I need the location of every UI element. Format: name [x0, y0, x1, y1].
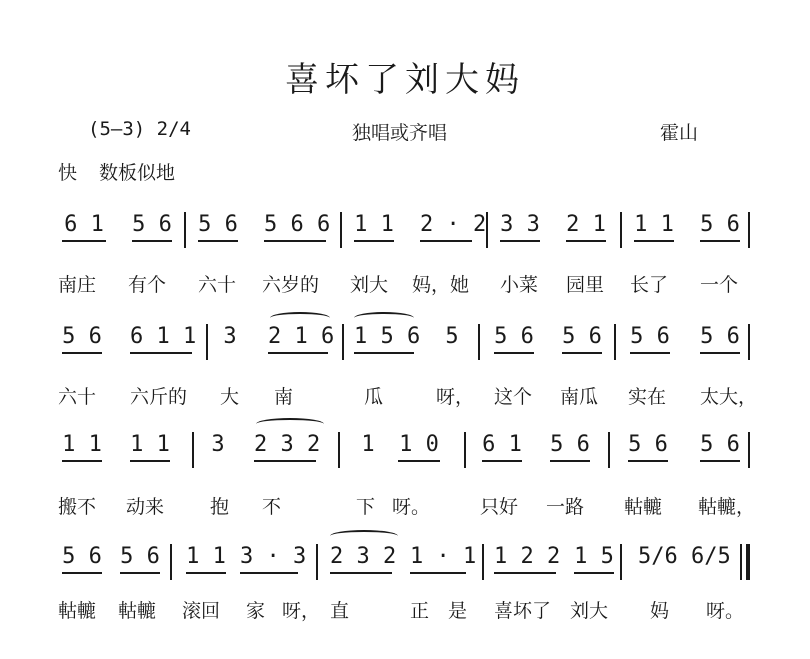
lyric-syllable: 軲轆	[624, 496, 663, 518]
note-text: 5 6	[198, 212, 238, 237]
beam-line	[566, 240, 606, 242]
note-text: 1 1	[634, 212, 674, 237]
slur-mark	[270, 312, 330, 324]
note-text: 3	[211, 432, 225, 457]
note-text: 3 3	[500, 212, 540, 237]
lyric-syllable: 呀，	[282, 600, 321, 622]
lyric-syllable: 妈，她	[412, 274, 470, 296]
note-row	[0, 432, 810, 472]
final-bar-line	[740, 544, 742, 580]
lyric-syllable: 軲轆，	[698, 496, 756, 518]
lyric-syllable: 太大，	[700, 386, 758, 408]
lyric-syllable: 六十	[58, 386, 97, 408]
note-text: 5 6	[700, 432, 740, 457]
slur-mark	[330, 530, 398, 542]
lyric-syllable: 六岁的	[262, 274, 320, 296]
beam-line	[398, 460, 440, 462]
bar-line	[620, 212, 622, 248]
bar-line	[192, 432, 194, 468]
lyric-syllable: 园里	[566, 274, 605, 296]
tempo-marking	[58, 158, 197, 185]
note-text: 1 5	[574, 544, 614, 569]
note-text: 5 6	[700, 324, 740, 349]
beam-line	[62, 240, 106, 242]
beam-line	[62, 352, 102, 354]
bar-line	[464, 432, 466, 468]
lyric-syllable: 六斤的	[130, 386, 188, 408]
note-group	[330, 544, 397, 569]
note-text: 1	[361, 432, 375, 457]
note-group	[186, 544, 226, 569]
song-title: 喜坏了刘大妈	[285, 60, 525, 100]
beam-line	[410, 572, 466, 574]
note-group	[360, 432, 376, 457]
note-text: 5 6	[700, 212, 740, 237]
source-region: 霍山	[660, 122, 699, 144]
beam-line	[494, 352, 534, 354]
note-text: 1 1	[186, 544, 226, 569]
note-group	[254, 432, 321, 457]
beam-line	[700, 352, 740, 354]
lyric-syllable: 这个	[494, 386, 533, 408]
lyric-syllable: 刘大	[350, 274, 389, 296]
lyric-syllable: 南庄	[58, 274, 97, 296]
lyric-syllable: 呀，	[436, 386, 475, 408]
lyric-syllable: 是	[448, 600, 468, 622]
note-group	[210, 432, 226, 457]
note-text: 2 · 2	[420, 212, 487, 237]
beam-line	[62, 460, 102, 462]
lyric-row	[0, 270, 810, 300]
bar-line	[478, 324, 480, 360]
note-group	[566, 212, 606, 237]
lyric-syllable: 軲轆	[58, 600, 97, 622]
beam-line	[254, 460, 316, 462]
beam-line	[130, 460, 170, 462]
note-text: 2 3 2	[254, 432, 321, 457]
note-text: 5 6	[550, 432, 590, 457]
note-group	[354, 212, 394, 237]
note-text: 6 1 1	[130, 324, 197, 349]
note-text: 1 · 1	[410, 544, 477, 569]
note-text: 5 6	[630, 324, 670, 349]
beam-line	[494, 572, 556, 574]
beam-line	[62, 572, 102, 574]
beam-line	[198, 240, 238, 242]
lyric-syllable: 瓜	[364, 386, 384, 408]
beam-line	[482, 460, 522, 462]
note-group	[268, 324, 335, 349]
lyric-row	[0, 596, 810, 626]
note-text: 2 1	[566, 212, 606, 237]
lyric-syllable: 正	[410, 600, 430, 622]
bar-line	[316, 544, 318, 580]
note-group	[264, 212, 331, 237]
lyric-syllable: 抱	[210, 496, 230, 518]
note-text: 5 6	[628, 432, 668, 457]
beam-line	[354, 240, 394, 242]
note-row	[0, 212, 810, 252]
lyric-row	[0, 382, 810, 412]
lyric-syllable: 长了	[630, 274, 669, 296]
lyric-syllable: 呀。	[392, 496, 431, 518]
lyric-syllable: 大	[220, 386, 240, 408]
lyric-syllable: 只好	[480, 496, 519, 518]
note-group	[130, 432, 170, 457]
beam-line	[354, 352, 414, 354]
note-text: 1 1	[130, 432, 170, 457]
beam-line	[700, 240, 740, 242]
lyric-syllable: 有个	[128, 274, 167, 296]
style-word: 数板似地	[99, 162, 176, 184]
beam-line	[240, 572, 298, 574]
note-group	[410, 544, 477, 569]
lyric-syllable: 搬不	[58, 496, 97, 518]
note-text: 1 2 2	[494, 544, 561, 569]
note-text: 5 6 6	[264, 212, 331, 237]
note-text: 6 1	[482, 432, 522, 457]
beam-line	[634, 240, 674, 242]
note-text: 5 6	[132, 212, 172, 237]
lyric-syllable: 呀。	[706, 600, 745, 622]
note-text: 1 5 6	[354, 324, 421, 349]
lyric-syllable: 家	[246, 600, 266, 622]
note-group	[62, 212, 106, 237]
note-group	[482, 432, 522, 457]
beam-line	[628, 460, 668, 462]
beam-line	[264, 240, 326, 242]
note-group	[700, 212, 740, 237]
note-row	[0, 324, 810, 364]
lyric-syllable: 小菜	[500, 274, 539, 296]
bar-line	[342, 324, 344, 360]
beam-line	[700, 460, 740, 462]
lyric-syllable: 不	[262, 496, 282, 518]
note-text: 1 0	[399, 432, 439, 457]
note-group	[62, 544, 102, 569]
beam-line	[420, 240, 472, 242]
bar-line	[170, 544, 172, 580]
note-group	[398, 432, 440, 457]
lyric-syllable: 六十	[198, 274, 237, 296]
beam-line	[574, 572, 614, 574]
lyric-syllable: 一个	[700, 274, 739, 296]
note-group	[550, 432, 590, 457]
note-group	[500, 212, 540, 237]
bar-line	[482, 544, 484, 580]
note-group	[562, 324, 602, 349]
note-group	[628, 432, 668, 457]
lyric-syllable: 妈	[650, 600, 670, 622]
bar-line	[608, 432, 610, 468]
note-row	[0, 544, 810, 584]
bar-line	[486, 212, 488, 248]
key-signature: (5—3) 2/4	[88, 118, 191, 140]
performance-note: 独唱或齐唱	[352, 122, 448, 144]
note-group	[132, 212, 172, 237]
beam-line	[268, 352, 328, 354]
note-group	[494, 544, 561, 569]
note-group	[634, 212, 674, 237]
lyric-syllable: 一路	[546, 496, 585, 518]
slur-mark	[256, 418, 324, 430]
lyric-syllable: 下	[356, 496, 376, 518]
note-group	[130, 324, 197, 349]
note-text: 5	[445, 324, 459, 349]
note-text: 2 3 2	[330, 544, 397, 569]
lyric-syllable: 喜坏了	[494, 600, 552, 622]
note-group	[494, 324, 534, 349]
note-text: 2 1 6	[268, 324, 335, 349]
bar-line	[206, 324, 208, 360]
note-group	[630, 324, 670, 349]
beam-line	[500, 240, 540, 242]
lyric-syllable: 动来	[126, 496, 165, 518]
beam-line	[550, 460, 590, 462]
note-group	[700, 432, 740, 457]
note-group	[120, 544, 160, 569]
bar-line	[746, 544, 750, 580]
bar-line	[748, 432, 750, 468]
lyric-syllable: 实在	[628, 386, 667, 408]
bar-line	[748, 212, 750, 248]
note-group	[444, 324, 460, 349]
beam-line	[186, 572, 226, 574]
bar-line	[184, 212, 186, 248]
lyric-syllable: 軲轆	[118, 600, 157, 622]
lyric-row	[0, 492, 810, 522]
lyric-syllable: 刘大	[570, 600, 609, 622]
note-group	[420, 212, 487, 237]
bar-line	[748, 324, 750, 360]
note-group	[198, 212, 238, 237]
note-text: 5 6	[562, 324, 602, 349]
note-group	[354, 324, 421, 349]
note-group	[638, 544, 731, 569]
note-text: 5 6	[62, 324, 102, 349]
note-text: 3 · 3	[240, 544, 307, 569]
beam-line	[630, 352, 670, 354]
lyric-syllable: 南瓜	[560, 386, 599, 408]
note-text: 5/6 6/5	[638, 544, 731, 569]
bar-line	[338, 432, 340, 468]
note-group	[700, 324, 740, 349]
note-text: 5 6	[494, 324, 534, 349]
note-group	[222, 324, 238, 349]
lyric-syllable: 直	[330, 600, 350, 622]
note-text: 1 1	[354, 212, 394, 237]
bar-line	[620, 544, 622, 580]
lyric-syllable: 滚回	[182, 600, 221, 622]
note-text: 3	[223, 324, 237, 349]
lyric-syllable: 南	[274, 386, 294, 408]
tempo-word: 快	[58, 162, 78, 184]
note-group	[62, 432, 102, 457]
note-text: 5 6	[120, 544, 160, 569]
note-group	[240, 544, 307, 569]
beam-line	[562, 352, 602, 354]
note-text: 5 6	[62, 544, 102, 569]
bar-line	[340, 212, 342, 248]
note-text: 1 1	[62, 432, 102, 457]
beam-line	[330, 572, 392, 574]
beam-line	[132, 240, 172, 242]
slur-mark	[354, 312, 414, 324]
note-text: 6 1	[64, 212, 104, 237]
note-group	[62, 324, 102, 349]
note-group	[574, 544, 614, 569]
beam-line	[120, 572, 160, 574]
bar-line	[614, 324, 616, 360]
beam-line	[130, 352, 192, 354]
